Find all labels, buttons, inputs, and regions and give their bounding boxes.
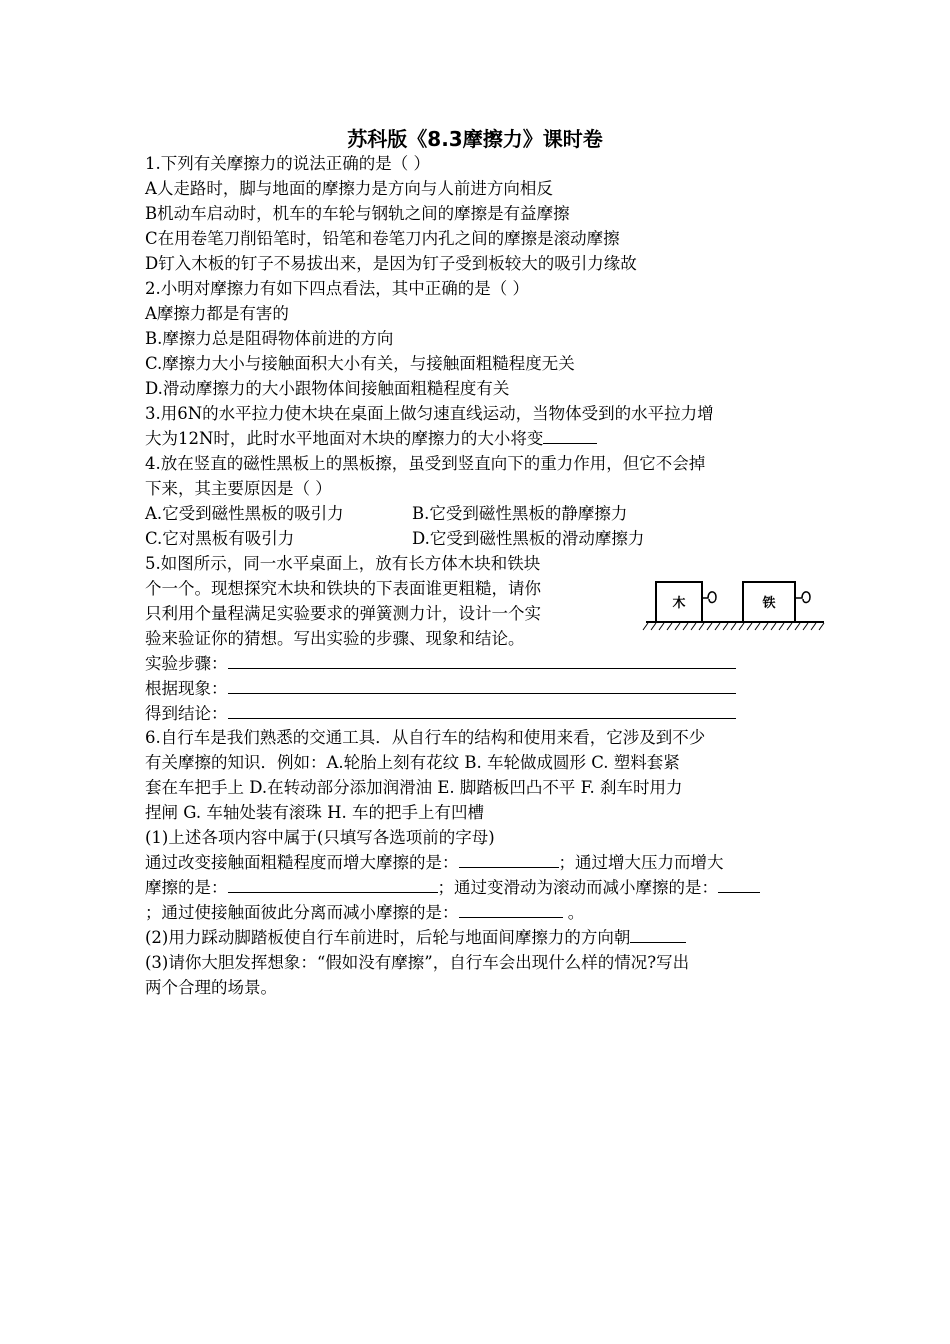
- q5-steps-row: [145, 650, 736, 674]
- q3-answer-blank[interactable]: [543, 428, 597, 444]
- q5-line-4: 验来验证你的猜想。写出实验的步骤、现象和结论。: [145, 629, 525, 648]
- wood-hook-icon: [702, 592, 716, 603]
- q6-rolling-text: ；通过变滑动为滚动而减小摩擦的是：: [437, 878, 718, 897]
- q4-option-c: C.它对黑板有吸引力: [145, 529, 295, 548]
- q2-option-b: B.摩擦力总是阻碍物体前进的方向: [145, 329, 394, 348]
- q1-option-b: B机动车启动时，机车的车轮与钢轨之间的摩擦是有益摩擦: [145, 204, 570, 223]
- q6-line-8-end: 。: [562, 903, 585, 922]
- q5-steps-label: 实验步骤：: [145, 654, 228, 673]
- q5-line-1: 5.如图所示，同一水平桌面上，放有长方体木块和铁块: [145, 554, 541, 573]
- iron-hook-icon: [795, 592, 810, 603]
- q6-line-10: (3)请你大胆发挥想象：“假如没有摩擦”，自行车会出现什么样的情况?写出: [145, 953, 690, 972]
- q6-line-1: 6.自行车是我们熟悉的交通工具．从自行车的结构和使用来看，它涉及到不少: [145, 728, 706, 747]
- q6-direction-blank[interactable]: [630, 927, 686, 943]
- q6-roughness-text: 通过改变接触面粗糙程度而增大摩擦的是：: [145, 853, 459, 872]
- page-title: 苏科版《8.3摩擦力》课时卷: [347, 127, 603, 151]
- q6-line-2: 有关摩擦的知识．例如：A.轮胎上刻有花纹 B. 车轮做成圆形 C. 塑料套紧: [145, 753, 680, 772]
- q2-stem: 2.小明对摩擦力有如下四点看法，其中正确的是（ ）: [145, 279, 529, 298]
- q2-option-d: D.滑动摩擦力的大小跟物体间接触面粗糙程度有关: [145, 379, 510, 398]
- q5-line-3: 只利用个量程满足实验要求的弹簧测力计，设计一个实: [145, 604, 541, 623]
- q4-line-1: 4.放在竖直的磁性黑板上的黑板擦，虽受到竖直向下的重力作用，但它不会掉: [145, 454, 706, 473]
- q5-conclusion-label: 得到结论：: [145, 704, 228, 723]
- q6-separate-blank[interactable]: [459, 902, 563, 918]
- q5-phenomenon-label: 根据现象：: [145, 679, 228, 698]
- q6-pressure-text: ；通过增大压力而增大: [558, 853, 724, 872]
- q4-option-b: B.它受到磁性黑板的静摩擦力: [412, 504, 628, 523]
- q4-option-a: A.它受到磁性黑板的吸引力: [145, 504, 344, 523]
- q6-rolling-blank[interactable]: [718, 877, 760, 893]
- q5-phenomenon-blank[interactable]: [228, 678, 736, 694]
- q1-stem: 1.下列有关摩擦力的说法正确的是（ ）: [145, 154, 430, 173]
- q6-separate-text: ；通过使接触面彼此分离而减小摩擦的是：: [145, 903, 459, 922]
- q5-steps-blank[interactable]: [228, 653, 736, 669]
- q3-text: 大为12N时，此时水平地面对木块的摩擦力的大小将变: [145, 429, 544, 448]
- q2-option-a: A摩擦力都是有害的: [145, 304, 289, 323]
- q3-line-2: [145, 425, 597, 449]
- q5-phenomenon-row: [145, 675, 736, 699]
- q6-line-11: 两个合理的场景。: [145, 978, 277, 997]
- q6-line-5: (1)上述各项内容中属于(只填写各选项前的字母): [145, 828, 495, 847]
- q1-option-c: C在用卷笔刀削铅笔时，铅笔和卷笔刀内孔之间的摩擦是滚动摩擦: [145, 229, 620, 248]
- q6-line-9: [145, 924, 686, 948]
- q5-conclusion-row: [145, 700, 736, 724]
- q6-line-8: [145, 899, 584, 923]
- q2-option-c: C.摩擦力大小与接触面积大小有关，与接触面粗糙程度无关: [145, 354, 575, 373]
- q5-line-2: 个一个。现想探究木块和铁块的下表面谁更粗糙，请你: [145, 579, 541, 598]
- q6-line-6: [145, 849, 724, 873]
- q6-roughness-blank[interactable]: [459, 852, 559, 868]
- q5-conclusion-blank[interactable]: [228, 703, 736, 719]
- q6-line-3: 套在车把手上 D.在转动部分添加润滑油 E. 脚踏板凹凸不平 F. 刹车时用力: [145, 778, 683, 797]
- wood-label: 木: [672, 596, 686, 611]
- q4-option-d: D.它受到磁性黑板的滑动摩擦力: [412, 529, 645, 548]
- q6-pressure-label: 摩擦的是：: [145, 878, 228, 897]
- q6-line-4: 捏闸 G. 车轴处装有滚珠 H. 车的把手上有凹槽: [145, 803, 484, 822]
- iron-label: 铁: [762, 596, 776, 611]
- q6-pressure-blank[interactable]: [228, 877, 438, 893]
- q6-line-7: [145, 874, 760, 898]
- q1-option-d: D钉入木板的钉子不易拔出来，是因为钉子受到板较大的吸引力缘故: [145, 254, 637, 273]
- q1-option-a: A人走路时，脚与地面的摩擦力是方向与人前进方向相反: [145, 179, 553, 198]
- wood-iron-diagram: [642, 576, 827, 636]
- table-hatching: [643, 623, 824, 630]
- q4-line-2: 下来，其主要原因是（ ）: [145, 479, 332, 498]
- q3-line-1: 3.用6N的水平拉力使木块在桌面上做匀速直线运动，当物体受到的水平拉力增: [145, 404, 714, 423]
- q6-direction-text: (2)用力踩动脚踏板使自行车前进时，后轮与地面间摩擦力的方向朝: [145, 928, 631, 947]
